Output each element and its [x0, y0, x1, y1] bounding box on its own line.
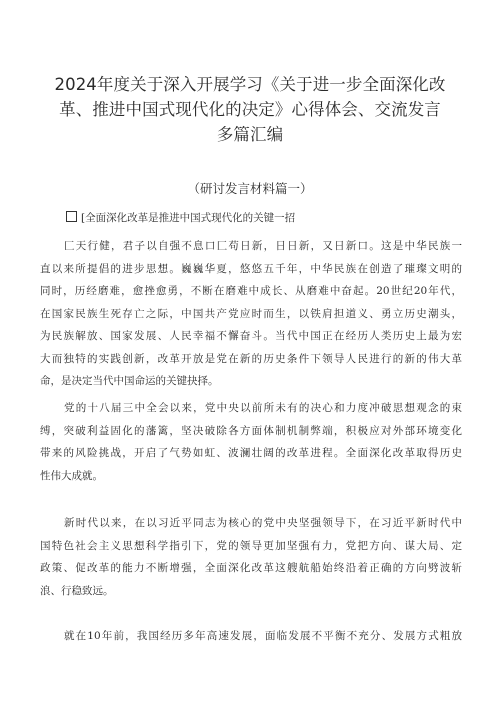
text-line: 大而独特的实践创新，改革开放是党在新的历史条件下领导人民进行的新的伟大革	[40, 352, 462, 365]
text-line: 性伟大成就。	[40, 469, 103, 482]
text-line: 直以来所提倡的进步思想。巍巍华夏，悠悠五千年，中华民族在创造了璀璨文明的	[40, 262, 462, 275]
paragraph	[40, 235, 462, 393]
text-line: 政策、促改革的能力不断增强，全面深化改革这艘航船始终沿着正确的方向劈波斩	[40, 562, 462, 574]
subheading	[66, 211, 295, 225]
text-line: 带来的风险挑战，开启了气势如虹、波澜壮阔的改革进程。全面深化改革取得历史	[40, 447, 462, 459]
text-line: 为民族解放、国家发展、人民幸福不懈奋斗。当代中国正在经历人类历史上最为宏	[40, 330, 462, 342]
paragraph	[40, 397, 462, 487]
subheading-text: [全面深化改革是推进中国式现代化的关键一招	[81, 212, 296, 224]
text-line: 浪、行稳致远。	[40, 584, 114, 597]
section-heading: （研讨发言材料篇一）	[187, 181, 313, 196]
text-line: 缚，突破利益固化的藩篱，坚决破除各方面体制机制弊端，积极应对外部环境变化	[40, 424, 462, 437]
paragraph	[40, 512, 462, 602]
text-line: 就在10年前，我国经历多年高速发展，面临发展不平衡不充分、发展方式粗放	[64, 630, 462, 642]
title-line: 2024年度关于深入开展学习《关于进一步全面深化改	[54, 75, 446, 94]
title-line: 多篇汇编	[216, 125, 284, 144]
document-title	[40, 72, 460, 147]
text-line: 同时，历经磨难，愈挫愈勇，不断在磨难中成长、从磨难中奋起。20世纪20年代，	[40, 285, 462, 297]
title-line: 革、推进中国式现代化的决定》心得体会、交流发言	[59, 100, 441, 119]
text-line: 新时代以来，在以习近平同志为核心的党中央坚强领导下，在习近平新时代中	[64, 517, 462, 529]
text-line: 命，是决定当代中国命运的关键抉择。	[40, 375, 219, 387]
text-line: 在国家民族生死存亡之际，中国共产党应时而生，以铁肩担道义、勇立历史潮头，	[40, 307, 462, 320]
paragraph	[40, 625, 462, 648]
text-line: 匚天行健，君子以自强不息口匚苟日新，日日新，又日新口。这是中华民族一	[64, 240, 462, 252]
checkbox-square-icon	[66, 211, 77, 222]
text-line: 党的十八届三中全会以来，党中央以前所未有的决心和力度冲破思想观念的束	[64, 402, 462, 414]
text-line: 国特色社会主义思想科学指引下，党的领导更加坚强有力，党把方向、谋大局、定	[40, 539, 462, 552]
